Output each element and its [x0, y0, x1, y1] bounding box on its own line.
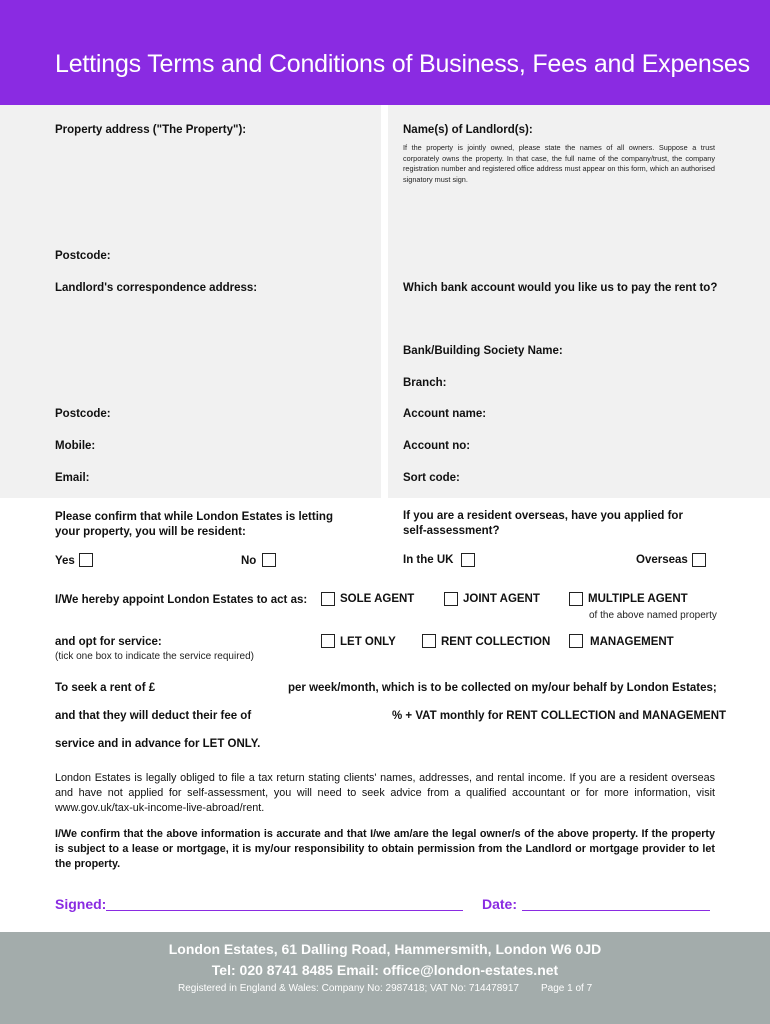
overseas-question-line: If you are a resident overseas, have you applied for — [403, 510, 683, 522]
date-label: Date: — [482, 896, 518, 912]
bank-name-label: Bank/Building Society Name: — [403, 345, 563, 357]
account-name-label: Account name: — [403, 408, 487, 420]
account-no-label: Account no: — [403, 440, 471, 452]
overseas-checkbox[interactable] — [692, 553, 706, 567]
signed-label: Signed: — [55, 896, 107, 912]
yes-label: Yes — [55, 555, 75, 567]
multiple-agent-note: of the above named property — [589, 610, 717, 621]
email-label: Email: — [55, 472, 90, 484]
sole-agent-checkbox[interactable] — [321, 592, 335, 606]
sole-agent-label: SOLE AGENT — [340, 593, 415, 605]
rent-collection-label: RENT COLLECTION — [441, 636, 551, 648]
rent-per-week-text: per week/month, which is to be collected on my/our behalf by London Estates; — [288, 682, 717, 694]
joint-agent-checkbox[interactable] — [444, 592, 458, 606]
resident-question-line: Please confirm that while London Estates is letting — [55, 511, 333, 523]
mobile-label: Mobile: — [55, 440, 96, 452]
bank-account-question: Which bank account would you like us to pay the rent to? — [403, 282, 718, 294]
footer-address: London Estates, 61 Dalling Road, Hammersmith, London W6 0JD — [168, 941, 602, 957]
appoint-label: I/We hereby appoint London Estates to act as: — [55, 594, 308, 606]
signature-line[interactable] — [106, 910, 463, 911]
no-label: No — [241, 555, 257, 567]
no-checkbox[interactable] — [262, 553, 276, 567]
footer-registered: Registered in England & Wales: Company No: 2987418; VAT No: 714478917 — [178, 983, 519, 994]
rent-seek-label: To seek a rent of £ — [55, 682, 156, 694]
confirm-paragraph: I/We confirm that the above information is accurate and that I/we am/are the legal owner/s of the above property. If the property is subject to a lease or mortgage, it is my/our responsibility to obtain permission from the Landlord or mortgage provider to let the property. — [55, 828, 715, 870]
resident-question-line: your property, you will be resident: — [55, 526, 246, 538]
service-label: and opt for service: — [55, 636, 162, 648]
landlord-names-note: If the property is jointly owned, please state the names of all owners. Suppose a trust corporately owns the property. In that case, the full name of the company/trust, the company registration number and registered office address must appear on this form, which an authorised signatory must sign. — [403, 143, 715, 184]
in-uk-label: In the UK — [403, 554, 454, 566]
tax-paragraph: London Estates is legally obliged to file a tax return stating clients' names, addresses, and rental income. If you are a resident overseas and have not applied for self-assessment, you will need to seek advice from a qualified accountant or for more information, visit www.gov.uk/tax-uk-income-live-abroad/rent. — [55, 772, 715, 814]
in-uk-checkbox[interactable] — [461, 553, 475, 567]
footer-contact: Tel: 020 8741 8485 Email: office@london-estates.net — [211, 962, 559, 978]
let-only-checkbox[interactable] — [321, 634, 335, 648]
sort-code-label: Sort code: — [403, 472, 460, 484]
property-address-label: Property address ("The Property"): — [55, 124, 247, 136]
advance-text: service and in advance for LET ONLY. — [55, 738, 261, 750]
page-number: Page 1 of 7 — [541, 983, 593, 994]
multiple-agent-label: MULTIPLE AGENT — [588, 593, 688, 605]
multiple-agent-checkbox[interactable] — [569, 592, 583, 606]
joint-agent-label: JOINT AGENT — [463, 593, 540, 605]
yes-checkbox[interactable] — [79, 553, 93, 567]
landlord-names-label: Name(s) of Landlord(s): — [403, 124, 533, 136]
let-only-label: LET ONLY — [340, 636, 396, 648]
date-line[interactable] — [522, 910, 710, 911]
postcode-label: Postcode: — [55, 250, 111, 262]
service-note: (tick one box to indicate the service required) — [55, 651, 254, 662]
fee-deduct-label: and that they will deduct their fee of — [55, 710, 252, 722]
page-title: Lettings Terms and Conditions of Business, Fees and Expenses — [55, 50, 750, 78]
management-label: MANAGEMENT — [590, 636, 674, 648]
correspondence-address-label: Landlord's correspondence address: — [55, 282, 258, 294]
postcode-label: Postcode: — [55, 408, 111, 420]
branch-label: Branch: — [403, 377, 447, 389]
rent-collection-checkbox[interactable] — [422, 634, 436, 648]
overseas-label: Overseas — [636, 554, 688, 566]
management-checkbox[interactable] — [569, 634, 583, 648]
fee-vat-text: % + VAT monthly for RENT COLLECTION and MANAGEMENT — [392, 710, 727, 722]
overseas-question-line: self-assessment? — [403, 525, 500, 537]
